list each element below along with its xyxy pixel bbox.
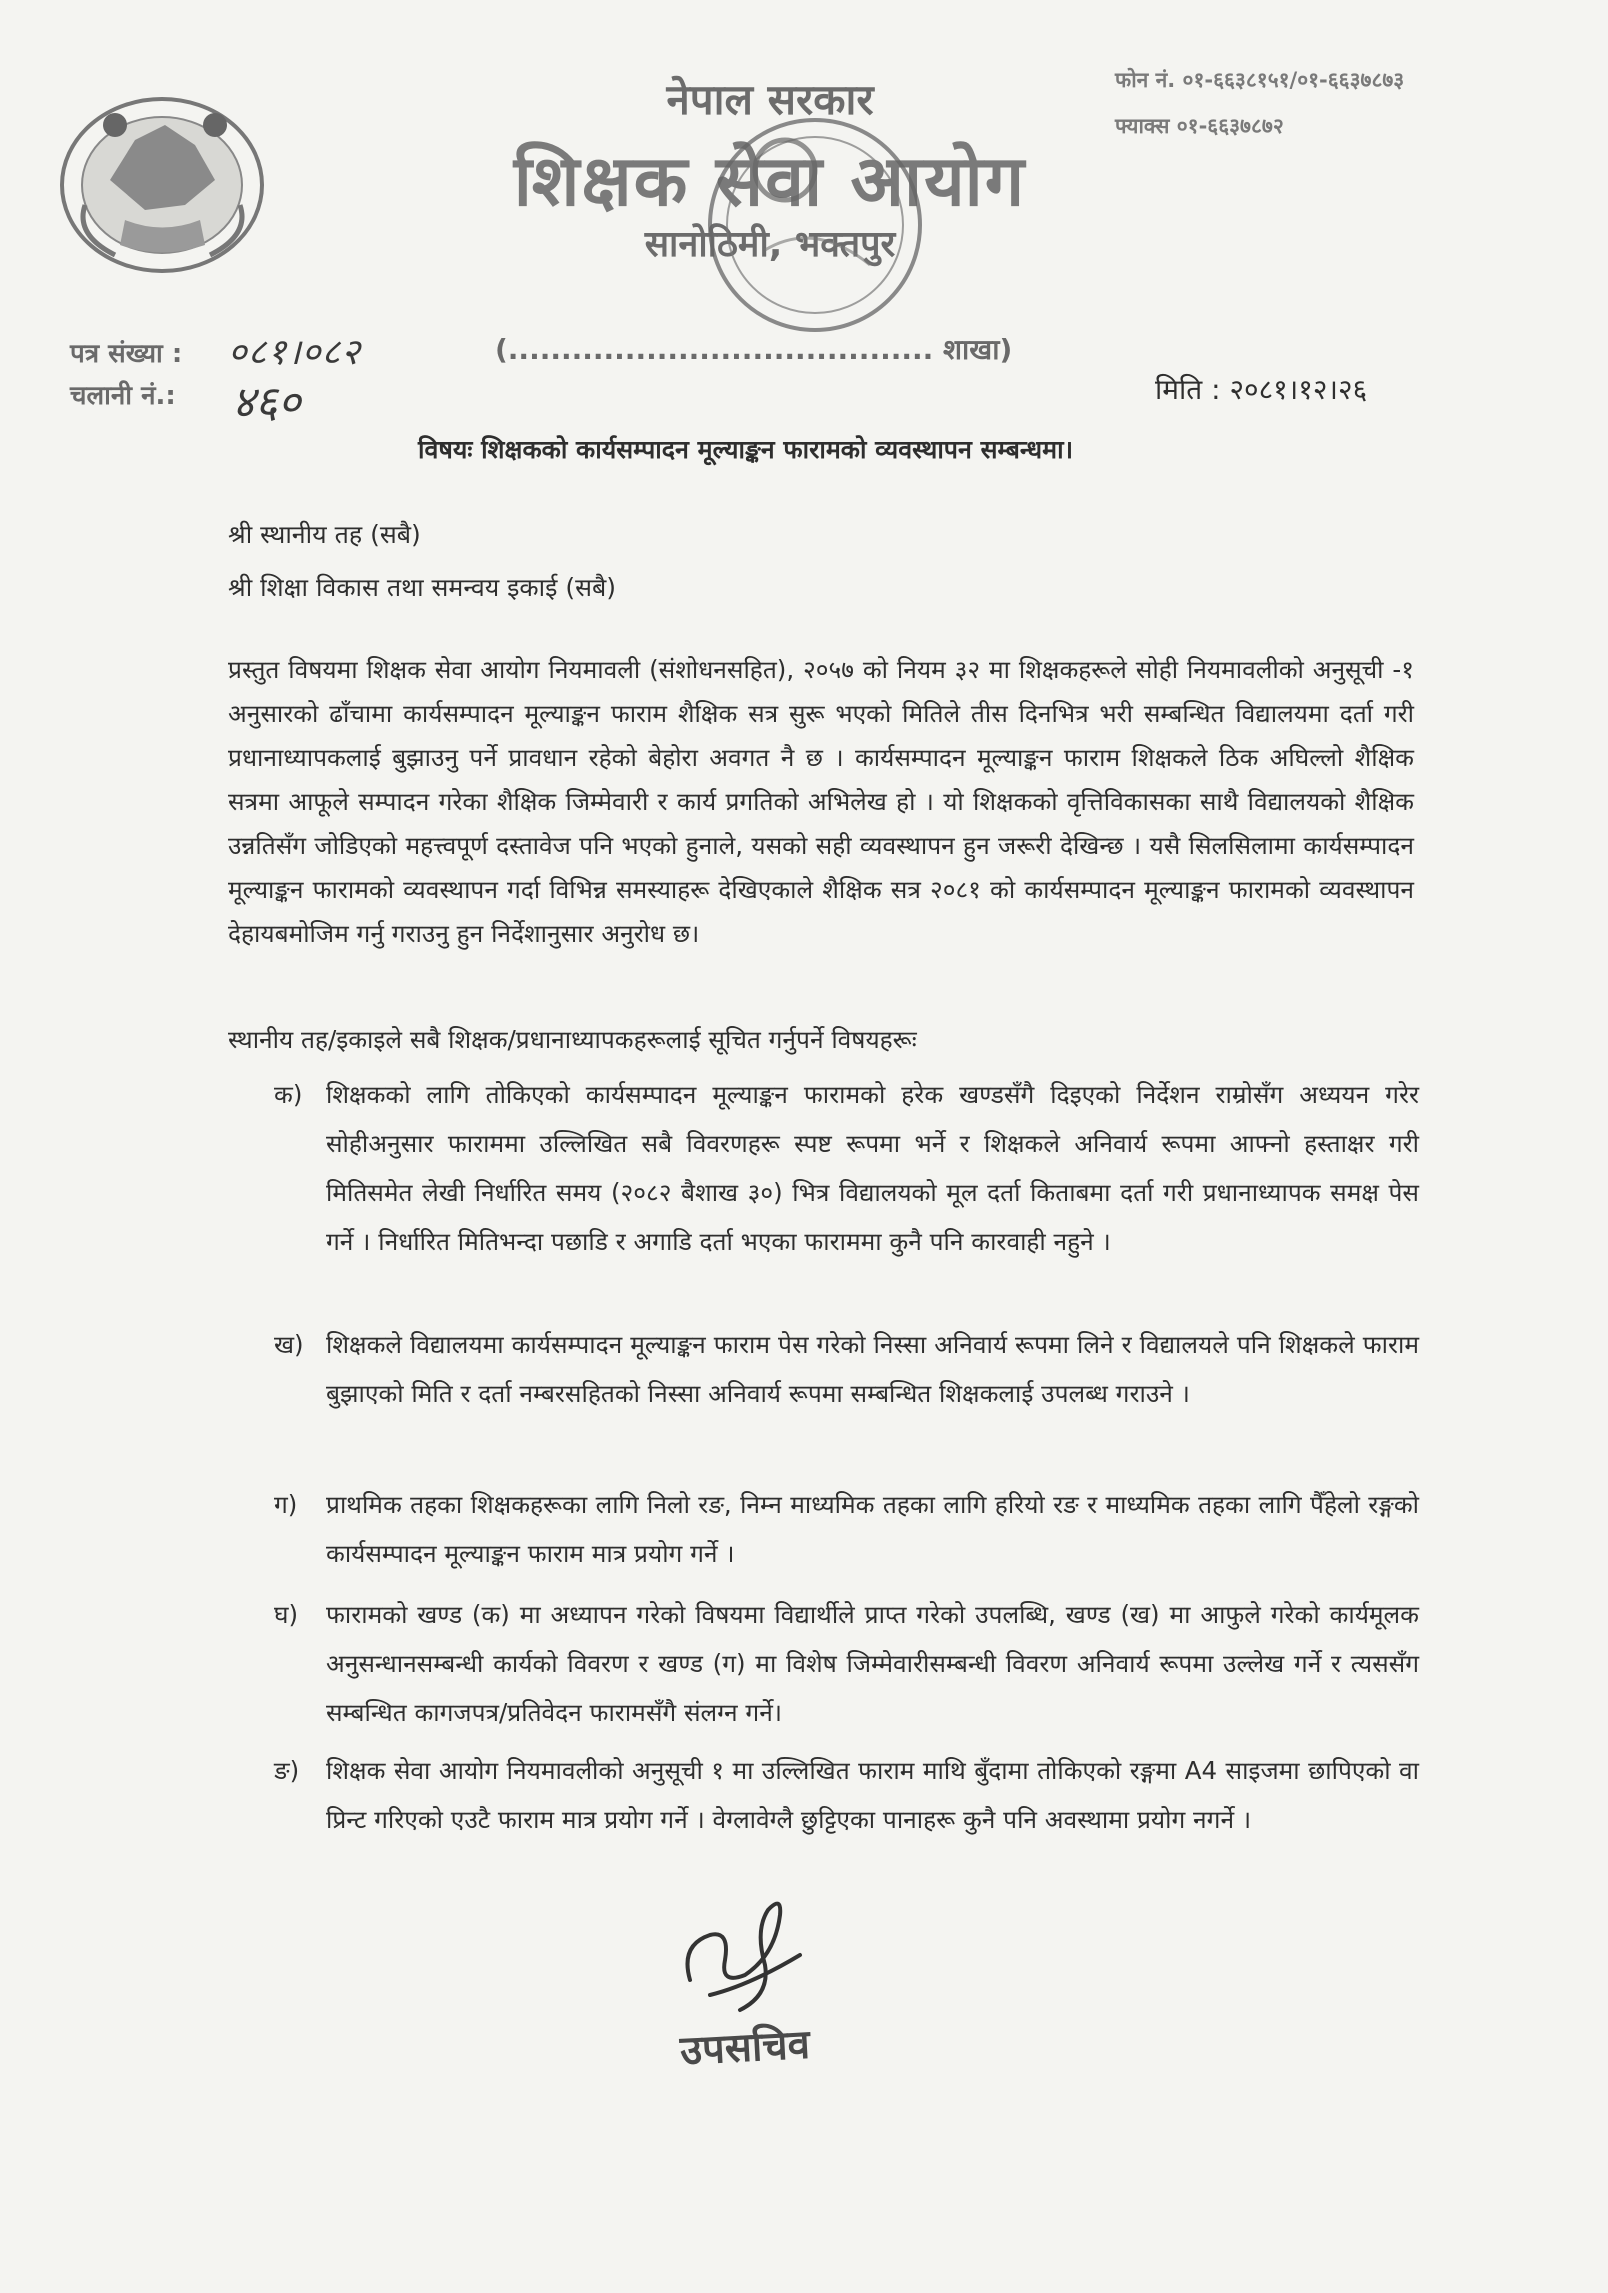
body-paragraph: प्रस्तुत विषयमा शिक्षक सेवा आयोग नियमावली (संशोधनसहित), २०५७ को नियम ३२ मा शिक्षकहरूले सोही नियमावलीको अनुसूची -१ अनुसारको ढाँचामा कार्यसम्पादन मूल्याङ्कन फाराम शैक्षिक सत्र सुरू भएको मितिले तीस दिनभित्र भरी सम्बन्धित विद्यालयमा दर्ता गरी प्रधानाध्यापकलाई बुझाउनु पर्ने प्रावधान रहेको बेहोरा अवगत नै छ । कार्यसम्पादन मूल्याङ्कन फाराम शिक्षकले ठिक अघिल्लो शैक्षिक सत्रमा आफूले सम्पादन गरेका शैक्षिक जिम्मेवारी र कार्य प्रगतिको अभिलेख हो । यो शिक्षकको वृत्तिविकासका साथै विद्यालयको शैक्षिक उन्नतिसँग जोडिएको महत्त्वपूर्ण दस्तावेज पनि भएको हुनाले, यसको सही व्यवस्थापन हुन जरूरी देखिन्छ । यसै सिलसिलामा कार्यसम्पादन मूल्याङ्कन फारामको व्यवस्थापन गर्दा विभिन्न समस्याहरू देखिएकाले शैक्षिक सत्र २०८१ को कार्यसम्पादन मूल्याङ्कन फारामको व्यवस्थापन देहायबमोजिम गर्नु गराउनु हुन निर्देशानुसार अनुरोध छ। xyxy=(228,655,1414,948)
instruction-item xyxy=(274,1320,1419,1418)
addressee-local-levels: श्री स्थानीय तह (सबै) xyxy=(228,520,421,549)
instruction-item xyxy=(274,1590,1419,1737)
signatory-title: उपसचिव xyxy=(679,2021,811,2075)
nepal-emblem-logo xyxy=(55,85,270,275)
handwritten-signature xyxy=(670,1885,830,2025)
instruction-item xyxy=(274,1070,1419,1266)
letter-number-value: ०८१।०८२ xyxy=(228,332,361,373)
contact-fax: फ्याक्स ०१-६६३७८७२ xyxy=(1115,114,1284,138)
letter-date: मिति : २०८१।१२।२६ xyxy=(1155,373,1368,406)
instruction-marker: घ) xyxy=(274,1600,299,1629)
instruction-marker: क) xyxy=(274,1080,303,1109)
contact-phone: फोन नं. ०१-६६३८१५१/०१-६६३७८७३ xyxy=(1115,68,1405,92)
letterhead-government: नेपाल सरकार xyxy=(666,75,874,124)
dispatch-number-label: चलानी नं.: xyxy=(70,381,176,411)
instruction-text: फारामको खण्ड (क) मा अध्यापन गरेको विषयमा विद्यार्थीले प्राप्त गरेको उपलब्धि, खण्ड (ख) मा आफुले गरेको कार्यमूलक अनुसन्धानसम्बन्धी कार्यको विवरण र खण्ड (ग) मा विशेष जिम्मेवारीसम्बन्धी विवरण अनिवार्य रूपमा उल्लेख गर्ने र त्यससँग सम्बन्धित कागजपत्र/प्रतिवेदन फारामसँगै संलग्न गर्ने। xyxy=(326,1600,1419,1727)
instruction-text: शिक्षकको लागि तोकिएको कार्यसम्पादन मूल्याङ्कन फारामको हरेक खण्डसँगै दिइएको निर्देशन राम्रोसँग अध्ययन गरेर सोहीअनुसार फाराममा उल्लिखित सबै विवरणहरू स्पष्ट रूपमा भर्ने र शिक्षकले अनिवार्य रूपमा आफ्नो हस्ताक्षर गरी मितिसमेत लेखी निर्धारित समय (२०८२ बैशाख ३०) भित्र विद्यालयको मूल दर्ता किताबमा दर्ता गरी प्रधानाध्यापक समक्ष पेस गर्ने । निर्धारित मितिभन्दा पछाडि र अगाडि दर्ता भएका फाराममा कुनै पनि कारवाही नहुने । xyxy=(326,1080,1419,1256)
instruction-text: प्राथमिक तहका शिक्षकहरूका लागि निलो रङ, निम्न माध्यमिक तहका लागि हरियो रङ र माध्यमिक तहका लागि पैँहेलो रङ्गको कार्यसम्पादन मूल्याङ्कन फाराम मात्र प्रयोग गर्ने । xyxy=(326,1490,1419,1568)
instruction-marker: ख) xyxy=(274,1330,304,1359)
dispatch-number-value: ४६० xyxy=(232,377,301,428)
instruction-text: शिक्षक सेवा आयोग नियमावलीको अनुसूची १ मा उल्लिखित फाराम माथि बुँदामा तोकिएको रङ्गमा A4 साइजमा छापिएको वा प्रिन्ट गरिएको एउटै फाराम मात्र प्रयोग गर्ने । वेग्लावेग्लै छुट्टिएका पानाहरू कुनै पनि अवस्थामा प्रयोग नगर्ने । xyxy=(326,1756,1419,1834)
letter-number-label: पत्र संख्या : xyxy=(70,339,183,369)
office-seal-stamp xyxy=(695,100,935,350)
letter-subject: विषयः शिक्षकको कार्यसम्पादन मूल्याङ्कन फारामको व्यवस्थापन सम्बन्धमा। xyxy=(418,435,1074,464)
letterhead-office-name: शिक्षक सेवा आयोग xyxy=(513,140,1027,222)
instruction-item xyxy=(274,1746,1419,1844)
instructions-intro: स्थानीय तह/इकाइले सबै शिक्षक/प्रधानाध्यापकहरूलाई सूचित गर्नुपर्ने विषयहरूः xyxy=(228,1025,917,1054)
branch-field: (........................................ शाखा) xyxy=(495,333,1013,366)
instruction-text: शिक्षकले विद्यालयमा कार्यसम्पादन मूल्याङ्कन फाराम पेस गरेको निस्सा अनिवार्य रूपमा लिने र विद्यालयले पनि शिक्षकले फाराम बुझाएको मिति र दर्ता नम्बरसहितको निस्सा अनिवार्य रूपमा सम्बन्धित शिक्षकलाई उपलब्ध गराउने । xyxy=(326,1330,1419,1408)
instruction-marker: ङ) xyxy=(274,1756,300,1785)
addressee-education-units: श्री शिक्षा विकास तथा समन्वय इकाई (सबै) xyxy=(228,573,617,602)
instruction-marker: ग) xyxy=(274,1490,298,1519)
instruction-item xyxy=(274,1480,1419,1578)
letterhead-location: सानोठिमी, भक्तपुर xyxy=(644,224,896,265)
